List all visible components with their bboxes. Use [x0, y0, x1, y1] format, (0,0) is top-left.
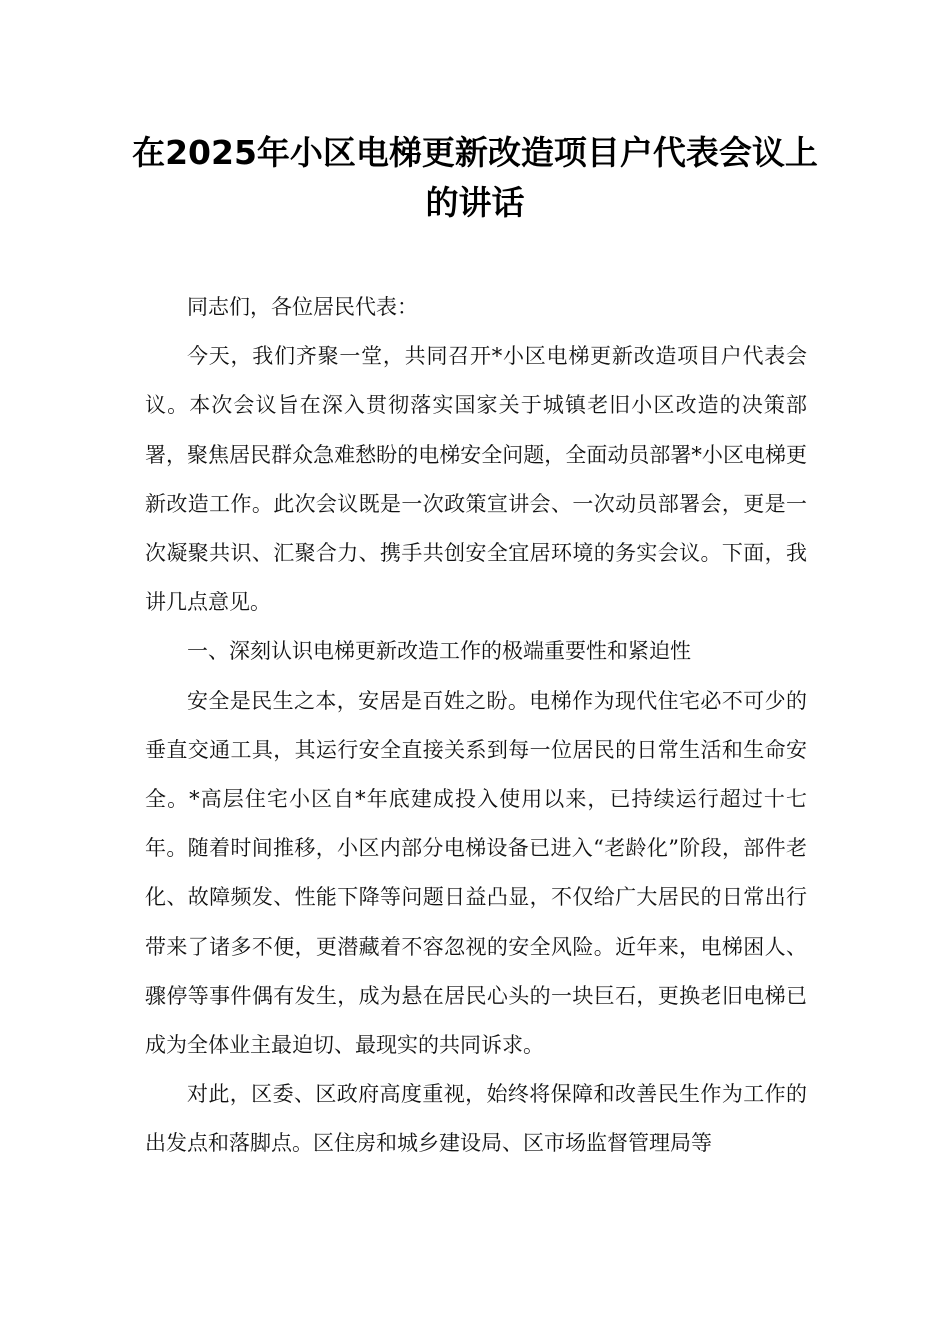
paragraph-section1-2: 对此，区委、区政府高度重视，始终将保障和改善民生作为工作的出发点和落脚点。区住房和城乡建设局、区市场监督管理局等	[145, 1082, 807, 1156]
paragraph-section1-1: 安全是民生之本，安居是百姓之盼。电梯作为现代住宅必不可少的垂直交通工具，其运行安全直接关系到每一位居民的日常生活和生命安全。*高层住宅小区自*年底建成投入使用以来，已持续运行超过十七年。随着时间推移，小区内部分电梯设备已进入“老龄化”阶段，部件老化、故障频发、性能下降等问题日益凸显，不仅给广大居民的日常出行带来了诸多不便，更潜藏着不容忽视的安全风险。近年来，电梯困人、骤停等事件偶有发生，成为悬在居民心头的一块巨石，更换老旧电梯已成为全体业主最迫切、最现实的共同诉求。	[145, 688, 807, 1058]
document-title: 在2025年小区电梯更新改造项目户代表会议上的讲话	[132, 133, 818, 222]
salutation: 同志们，各位居民代表：	[187, 295, 418, 319]
paragraph-intro: 今天，我们齐聚一堂，共同召开*小区电梯更新改造项目户代表会议。本次会议旨在深入贯彻落实国家关于城镇老旧小区改造的决策部署，聚焦居民群众急难愁盼的电梯安全问题，全面动员部署*小区电梯更新改造工作。此次会议既是一次政策宣讲会、一次动员部署会，更是一次凝聚共识、汇聚合力、携手共创安全宜居环境的务实会议。下面，我讲几点意见。	[145, 344, 807, 615]
document-body	[145, 283, 807, 1169]
section-heading-1: 一、深刻认识电梯更新改造工作的极端重要性和紧迫性	[187, 639, 691, 664]
